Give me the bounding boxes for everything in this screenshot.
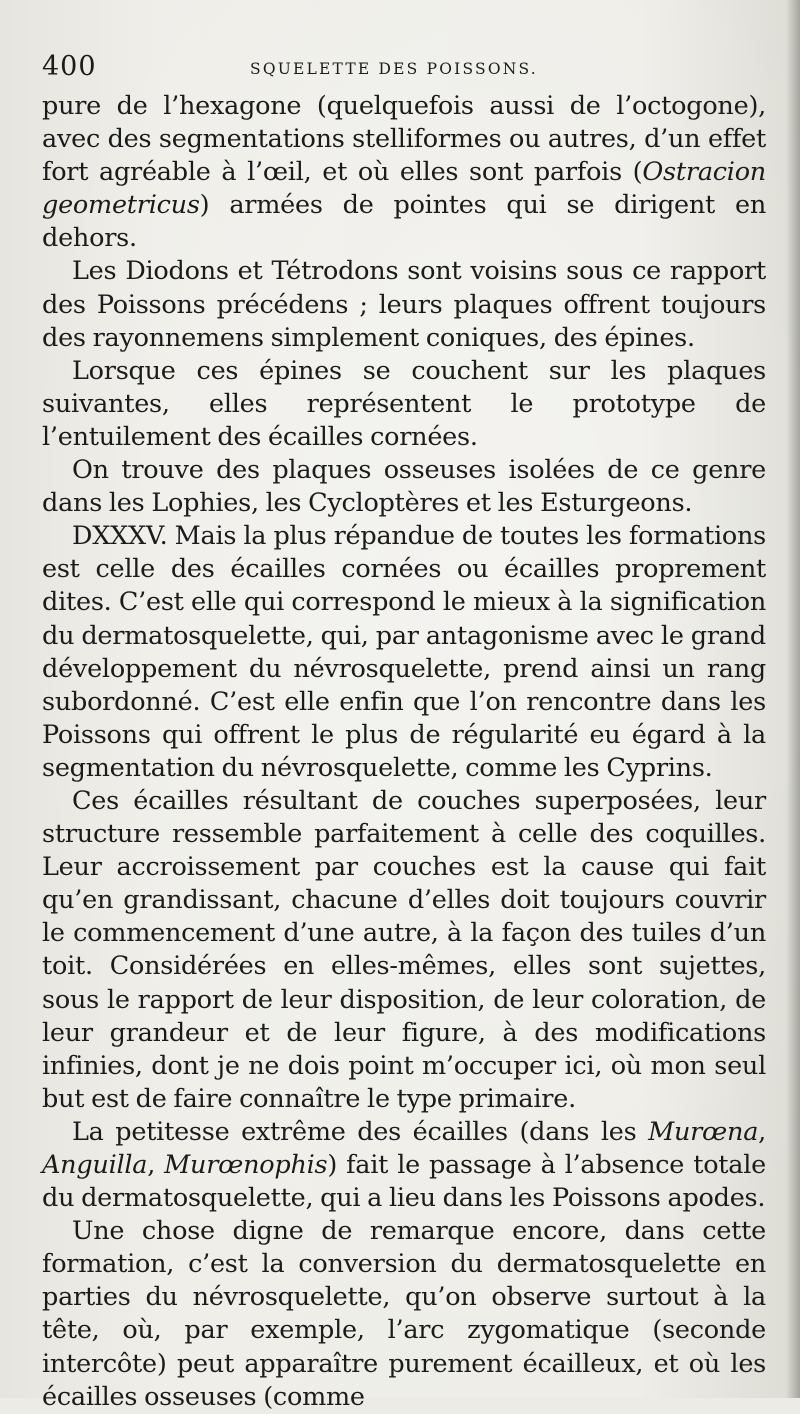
body-text xyxy=(42,90,766,1414)
text-run: ) fait le passage à l’absence totale du dermatosquelette, qui a lieu dans les Poissons apodes. xyxy=(42,1150,766,1214)
text-run: Lorsque ces épines se couchent sur les plaques suivantes, elles représentent le prototype de l’entuilement des écailles cornées. xyxy=(42,355,766,452)
paragraph xyxy=(42,255,766,354)
paragraph xyxy=(42,454,766,520)
text-run: ) armées de pointes qui se dirigent en dehors. xyxy=(42,190,766,254)
text-run: On trouve des plaques osseuses isolées de ce genre dans les Lophies, les Cycloptères et les Esturgeons. xyxy=(42,455,766,519)
italic-taxon-name: Ostracion geometricus xyxy=(42,157,766,221)
text-run: Une chose digne de remarque encore, dans cette formation, c’est la conversion du dermatosquelette en parties du névrosquelette, qu’on observe surtout à la tête, où, par exemple, l’arc zygomatique (seconde intercôte) peut apparaître purement écailleux, et où les écailles osseuses (comme xyxy=(42,1216,766,1412)
text-run: Les Diodons et Tétrodons sont voisins sous ce rapport des Poissons précédens ; leurs plaques offrent toujours des rayonnemens simplement coniques, des épines. xyxy=(42,256,766,353)
text-run: pure de l’hexagone (quelquefois aussi de l’octogone), avec des segmentations stelliformes ou autres, d’un effet fort agréable à l’œil, et où elles sont parfois ( xyxy=(42,91,766,188)
italic-taxon-name: Murœna xyxy=(648,1116,759,1147)
paragraph xyxy=(42,90,766,255)
running-head: SQUELETTE DES POISSONS. xyxy=(250,60,538,78)
paragraph xyxy=(42,1215,766,1414)
page-header xyxy=(42,50,762,90)
text-run: La petitesse extrême des écailles (dans les xyxy=(72,1116,649,1147)
paragraph xyxy=(42,785,766,1116)
text-run: , xyxy=(147,1150,165,1180)
page-number: 400 xyxy=(42,51,97,82)
text-run: DXXXV. Mais la plus répandue de toutes les formations est celle des écailles cornées ou écailles proprement dites. C’est elle qui correspond le mieux à la signification du dermatosquelette, qui, par antagonisme avec le grand développement du névrosquelette, prend ainsi un rang subordonné. C’est elle enfin que l’on rencontre dans les Poissons qui offrent le plus de régularité eu égard à la segmentation du névrosquelette, comme les Cyprins. xyxy=(42,521,766,783)
text-run: , xyxy=(758,1116,766,1147)
paragraph xyxy=(42,1116,766,1215)
paragraph xyxy=(42,355,766,454)
italic-taxon-name: Anguilla xyxy=(42,1150,148,1180)
italic-taxon-name: Murœnophis xyxy=(164,1150,328,1180)
page-edge-shadow xyxy=(786,0,800,1398)
text-run: Ces écailles résultant de couches superposées, leur structure ressemble parfaitement à celle des coquilles. Leur accroissement par couches est la cause qui fait qu’en grandissant, chacune d’elles doit toujours couvrir le commencement d’une autre, à la façon des tuiles d’un toit. Considérées en elles-mêmes, elles sont sujettes, sous le rapport de leur disposition, de leur coloration, de leur grandeur et de leur figure, à des modifications infinies, dont je ne dois point m’occuper ici, où mon seul but est de faire connaître le type primaire. xyxy=(42,785,766,1114)
paragraph xyxy=(42,520,766,785)
